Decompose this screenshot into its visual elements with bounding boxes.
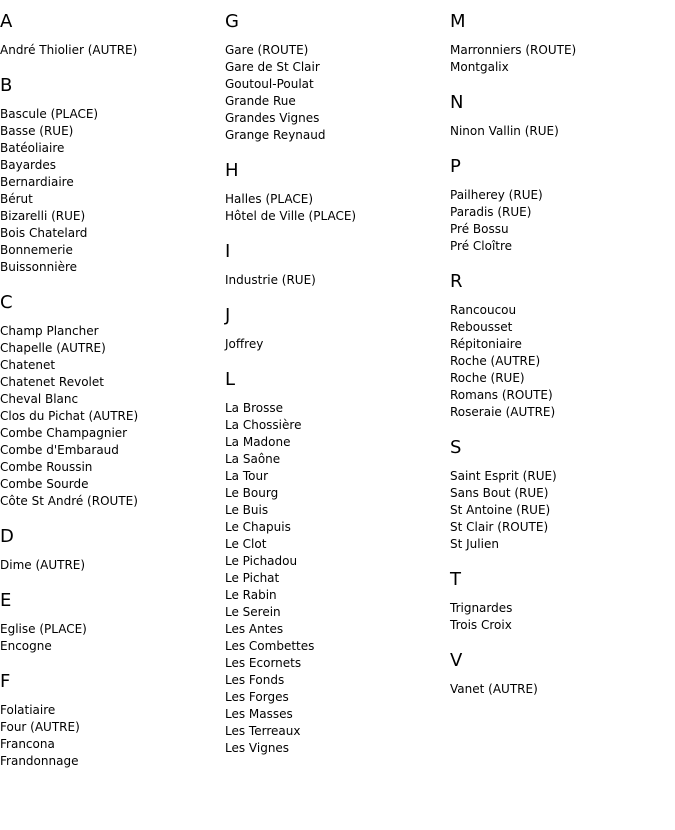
street-name: Romans (ROUTE) xyxy=(450,388,553,402)
street-name: Bayardes xyxy=(0,158,57,172)
letter-group-g xyxy=(225,12,450,144)
street-name: Les Ecornets xyxy=(225,656,302,670)
letter-heading: H xyxy=(225,160,239,181)
street-name: La Saône xyxy=(225,452,281,466)
letter-heading: V xyxy=(450,650,463,671)
letter-group-l xyxy=(225,370,450,757)
letter-heading: T xyxy=(450,569,461,590)
street-name: Bernardiaire xyxy=(0,175,74,189)
letter-group-d xyxy=(0,527,225,574)
letter-group-p xyxy=(450,157,675,255)
street-name: La Madone xyxy=(225,435,291,449)
street-name: St Clair (ROUTE) xyxy=(450,520,549,534)
letter-group-f xyxy=(0,672,225,770)
letter-heading: B xyxy=(0,75,13,96)
index-column-2 xyxy=(225,12,450,774)
street-name: Grandes Vignes xyxy=(225,111,320,125)
street-name: André Thiolier (AUTRE) xyxy=(0,43,138,57)
street-name: Champ Plancher xyxy=(0,324,99,338)
street-name: Pré Cloître xyxy=(450,239,513,253)
letter-group-a xyxy=(0,12,225,59)
street-name: Trois Croix xyxy=(450,618,512,632)
street-name: Clos du Pichat (AUTRE) xyxy=(0,409,139,423)
street-name: Basse (RUE) xyxy=(0,124,74,138)
street-name: Joffrey xyxy=(225,337,264,351)
street-name: Batéoliaire xyxy=(0,141,65,155)
street-name: Paradis (RUE) xyxy=(450,205,532,219)
street-name: Les Combettes xyxy=(225,639,315,653)
letter-heading: J xyxy=(225,305,231,326)
letter-group-n xyxy=(450,93,675,140)
letter-group-r xyxy=(450,272,675,421)
street-name: Bonnemerie xyxy=(0,243,73,257)
street-name: Les Vignes xyxy=(225,741,290,755)
street-name: Le Rabin xyxy=(225,588,277,602)
street-name: Le Pichat xyxy=(225,571,280,585)
street-name: Combe Sourde xyxy=(0,477,89,491)
street-name: Le Pichadou xyxy=(225,554,298,568)
street-name: Goutoul-Poulat xyxy=(225,77,314,91)
street-name: Les Forges xyxy=(225,690,289,704)
street-name: Francona xyxy=(0,737,55,751)
street-name: La Tour xyxy=(225,469,269,483)
street-name: Industrie (RUE) xyxy=(225,273,316,287)
street-name: Halles (PLACE) xyxy=(225,192,314,206)
letter-group-i xyxy=(225,242,450,289)
index-column-1 xyxy=(0,12,225,787)
street-name: Cheval Blanc xyxy=(0,392,79,406)
letter-heading: D xyxy=(0,526,14,547)
letter-heading: L xyxy=(225,369,236,390)
street-name: Bizarelli (RUE) xyxy=(0,209,86,223)
street-name: La Chossière xyxy=(225,418,302,432)
street-name: Pailherey (RUE) xyxy=(450,188,543,202)
street-name: Four (AUTRE) xyxy=(0,720,80,734)
letter-heading: G xyxy=(225,11,239,32)
street-name: Encogne xyxy=(0,639,52,653)
street-name: Bois Chatelard xyxy=(0,226,88,240)
letter-heading: A xyxy=(0,11,13,32)
street-name: Grande Rue xyxy=(225,94,296,108)
street-name: Sans Bout (RUE) xyxy=(450,486,549,500)
letter-group-v xyxy=(450,651,675,698)
street-name: Trignardes xyxy=(450,601,513,615)
letter-heading: R xyxy=(450,271,463,292)
street-name: Roche (RUE) xyxy=(450,371,525,385)
street-name: Eglise (PLACE) xyxy=(0,622,87,636)
street-name: La Brosse xyxy=(225,401,283,415)
street-name: Roseraie (AUTRE) xyxy=(450,405,556,419)
street-name: Les Masses xyxy=(225,707,293,721)
letter-heading: P xyxy=(450,156,461,177)
street-name: Vanet (AUTRE) xyxy=(450,682,538,696)
letter-heading: C xyxy=(0,292,13,313)
letter-group-h xyxy=(225,161,450,225)
street-name: Le Clot xyxy=(225,537,267,551)
street-name: Rebousset xyxy=(450,320,513,334)
letter-group-s xyxy=(450,438,675,553)
letter-group-c xyxy=(0,293,225,510)
street-name: Combe d'Embaraud xyxy=(0,443,119,457)
street-name: Bérut xyxy=(0,192,33,206)
street-name: Buissonnière xyxy=(0,260,77,274)
street-name: Grange Reynaud xyxy=(225,128,326,142)
street-name: Chatenet xyxy=(0,358,56,372)
street-name: St Antoine (RUE) xyxy=(450,503,551,517)
street-name: Combe Champagnier xyxy=(0,426,128,440)
street-name: Frandonnage xyxy=(0,754,79,768)
street-name: Chapelle (AUTRE) xyxy=(0,341,106,355)
street-name: Marronniers (ROUTE) xyxy=(450,43,577,57)
letter-heading: N xyxy=(450,92,464,113)
street-name: Le Bourg xyxy=(225,486,279,500)
street-name: Dime (AUTRE) xyxy=(0,558,86,572)
street-name: Le Buis xyxy=(225,503,269,517)
street-name: Les Terreaux xyxy=(225,724,301,738)
street-name: Hôtel de Ville (PLACE) xyxy=(225,209,357,223)
street-name: Rancoucou xyxy=(450,303,517,317)
index-column-3 xyxy=(450,12,675,715)
street-name: Les Fonds xyxy=(225,673,285,687)
letter-group-b xyxy=(0,76,225,276)
street-name: Bascule (PLACE) xyxy=(0,107,99,121)
street-name: Les Antes xyxy=(225,622,284,636)
street-name: Le Serein xyxy=(225,605,281,619)
street-name: Chatenet Revolet xyxy=(0,375,104,389)
street-name: Saint Esprit (RUE) xyxy=(450,469,557,483)
letter-heading: M xyxy=(450,11,466,32)
letter-group-j xyxy=(225,306,450,353)
street-name: Folatiaire xyxy=(0,703,56,717)
letter-heading: S xyxy=(450,437,462,458)
street-name: Répitoniaire xyxy=(450,337,522,351)
street-name: Pré Bossu xyxy=(450,222,509,236)
street-name: Combe Roussin xyxy=(0,460,93,474)
letter-heading: E xyxy=(0,590,12,611)
letter-group-m xyxy=(450,12,675,76)
letter-group-e xyxy=(0,591,225,655)
street-name: Gare de St Clair xyxy=(225,60,320,74)
street-name: Le Chapuis xyxy=(225,520,291,534)
street-name: Ninon Vallin (RUE) xyxy=(450,124,559,138)
street-name: Gare (ROUTE) xyxy=(225,43,309,57)
letter-heading: F xyxy=(0,671,11,692)
street-name: Roche (AUTRE) xyxy=(450,354,541,368)
letter-group-t xyxy=(450,570,675,634)
letter-heading: I xyxy=(225,241,231,262)
street-name: Côte St André (ROUTE) xyxy=(0,494,138,508)
street-name: St Julien xyxy=(450,537,499,551)
street-name: Montgalix xyxy=(450,60,509,74)
